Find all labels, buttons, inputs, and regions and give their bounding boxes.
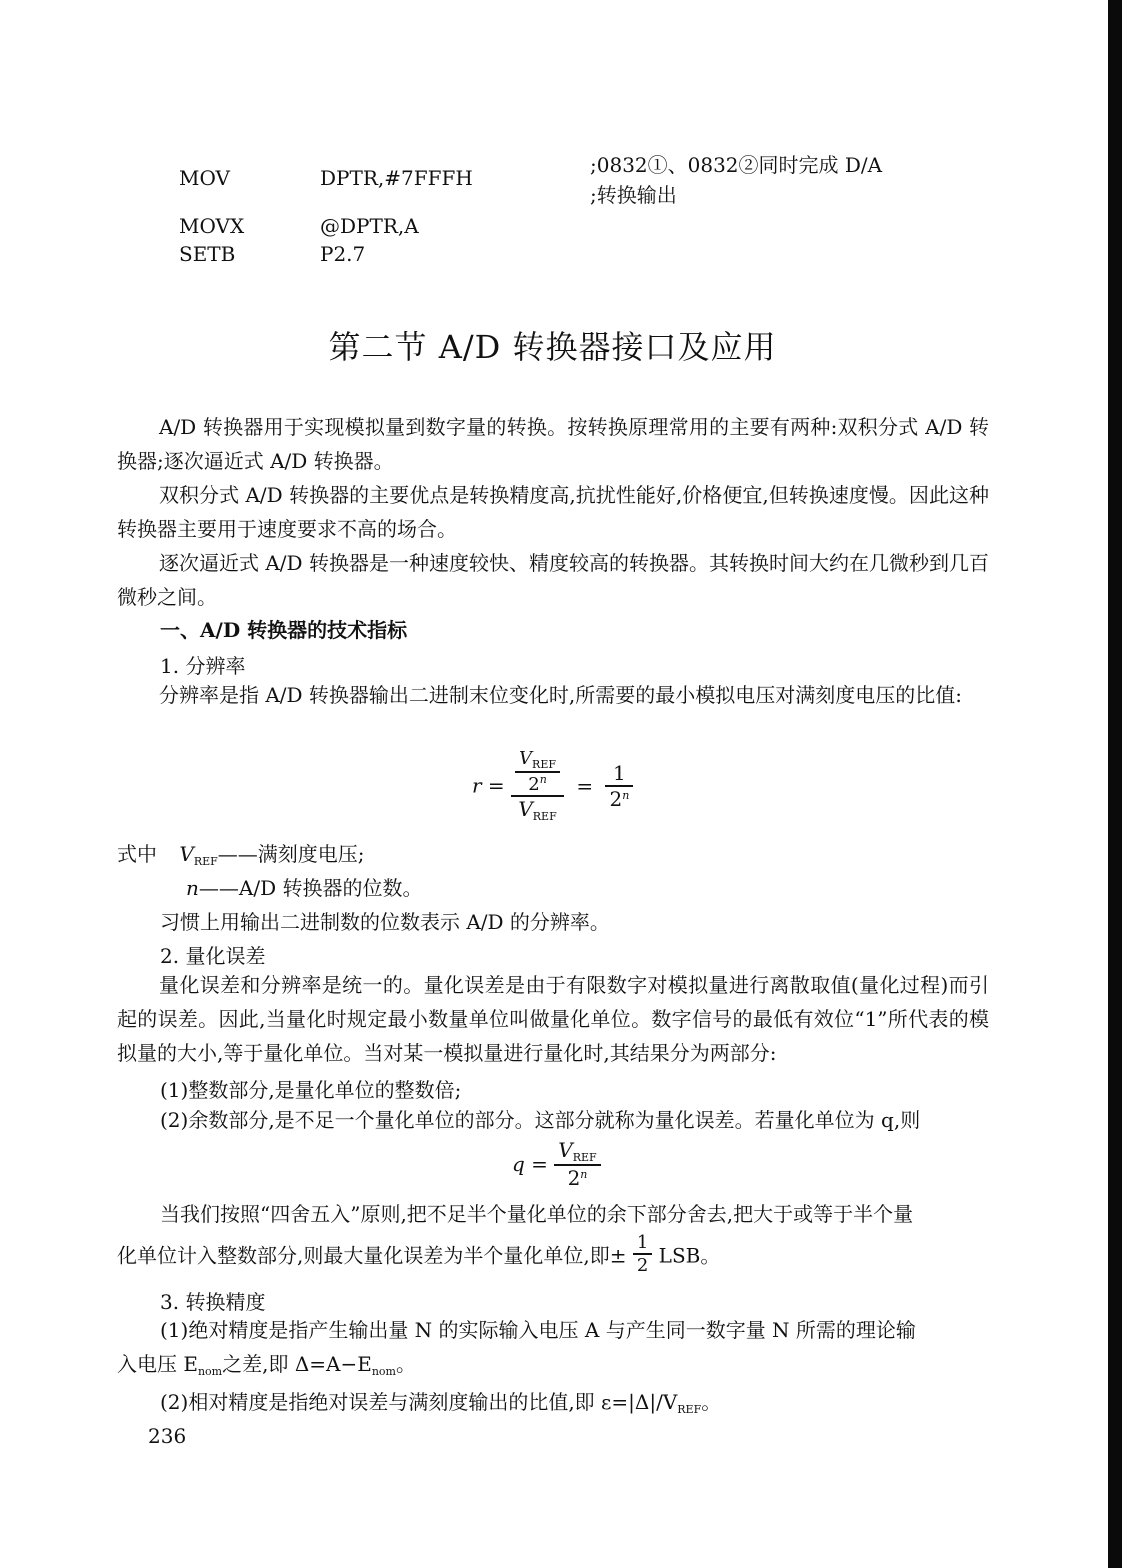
subheading: 2. 量化误差 bbox=[160, 944, 266, 968]
code-arg: @DPTR,A bbox=[320, 214, 419, 238]
code-op: SETB bbox=[179, 242, 236, 266]
half-fraction: $\frac{1}{2}$ bbox=[633, 1232, 652, 1276]
code-comment-line: ;转换输出 bbox=[590, 183, 677, 207]
code-arg: DPTR,#7FFFH bbox=[320, 166, 473, 190]
code-op: MOV bbox=[179, 166, 230, 190]
fraction-numerator bbox=[511, 748, 564, 795]
paragraph: 当我们按照“四舍五入”原则,把不足半个量化单位的余下部分舍去,把大于或等于半个量 bbox=[160, 1202, 914, 1226]
list-item: (1)整数部分,是量化单位的整数倍; bbox=[160, 1078, 462, 1102]
section-title: 第二节 A/D 转换器接口及应用 bbox=[328, 328, 777, 366]
page-number: 236 bbox=[148, 1424, 187, 1448]
paragraph: 逐次逼近式 A/D 转换器是一种速度较快、精度较高的转换器。其转换时间大约在几微秒到几百微秒之间。 bbox=[117, 551, 989, 609]
fraction: $\frac{V_{REF}}{2^n}$ bbox=[554, 1138, 600, 1190]
paragraph: (1)绝对精度是指产生输出量 N 的实际输入电压 A 与产生同一数字量 N 所需的理论输 bbox=[160, 1318, 916, 1342]
heading-1: 一、A/D 转换器的技术指标 bbox=[160, 618, 408, 642]
formula-resolution bbox=[472, 748, 633, 823]
fraction-denominator: $V_{REF}$ bbox=[511, 795, 564, 823]
fraction: $\frac{1}{2^n}$ bbox=[605, 761, 633, 811]
code-line bbox=[179, 214, 879, 240]
formula-where: 式中 $V_{REF}——$满刻度电压; bbox=[117, 842, 365, 868]
formula-equals: = bbox=[576, 773, 594, 798]
paragraph: A/D 转换器用于实现模拟量到数字量的转换。按转换原理常用的主要有两种:双积分式 A/D 转换器;逐次逼近式 A/D 转换器。 bbox=[117, 415, 989, 473]
code-line bbox=[179, 242, 879, 268]
paragraph: 习惯上用输出二进制数的位数表示 A/D 的分辨率。 bbox=[160, 910, 610, 934]
formula-where: n——A/D 转换器的位数。 bbox=[186, 876, 423, 900]
paragraph: (2)相对精度是指绝对误差与满刻度输出的比值,即 $\varepsilon=|\Delta|/V_{REF}$。 bbox=[160, 1390, 722, 1416]
code-comment-line: ;0832①、0832②同时完成 D/A bbox=[590, 153, 883, 177]
code-comment bbox=[590, 150, 882, 210]
subheading: 3. 转换精度 bbox=[160, 1290, 266, 1314]
code-op: MOVX bbox=[179, 214, 245, 238]
code-arg: P2.7 bbox=[320, 242, 366, 266]
paragraph: 入电压 $E_{nom}$之差,即 $\Delta=A-E_{nom}$。 bbox=[117, 1352, 416, 1378]
paragraph: 分辨率是指 A/D 转换器输出二进制末位变化时,所需要的最小模拟电压对满刻度电压的比值: bbox=[159, 683, 963, 707]
fraction bbox=[511, 748, 564, 823]
formula-lhs: r = bbox=[472, 773, 505, 798]
paragraph: 量化误差和分辨率是统一的。量化误差是由于有限数字对模拟量进行离散取值(量化过程)而引起的误差。因此,当量化时规定最小数量单位叫做量化单位。数字信号的最低有效位“1”所代表的模拟量的大小,等于量化单位。当对某一模拟量进行量化时,其结果分为两部分: bbox=[117, 973, 989, 1065]
list-item: (2)余数部分,是不足一个量化单位的部分。这部分就称为量化误差。若量化单位为 q,则 bbox=[160, 1108, 921, 1132]
paragraph: 双积分式 A/D 转换器的主要优点是转换精度高,抗扰性能好,价格便宜,但转换速度慢。因此这种转换器主要用于速度要求不高的场合。 bbox=[117, 483, 989, 541]
paragraph: 化单位计入整数部分,则最大量化误差为半个量化单位,即± $\frac{1}{2}$ LSB。 bbox=[117, 1232, 721, 1276]
scan-edge bbox=[1108, 0, 1122, 1568]
inner-fraction: $\frac{V_{REF}}{2^n}$ bbox=[515, 748, 560, 795]
formula-quantization: q = $\frac{V_{REF}}{2^n}$ bbox=[512, 1138, 601, 1190]
subheading: 1. 分辨率 bbox=[160, 654, 246, 678]
